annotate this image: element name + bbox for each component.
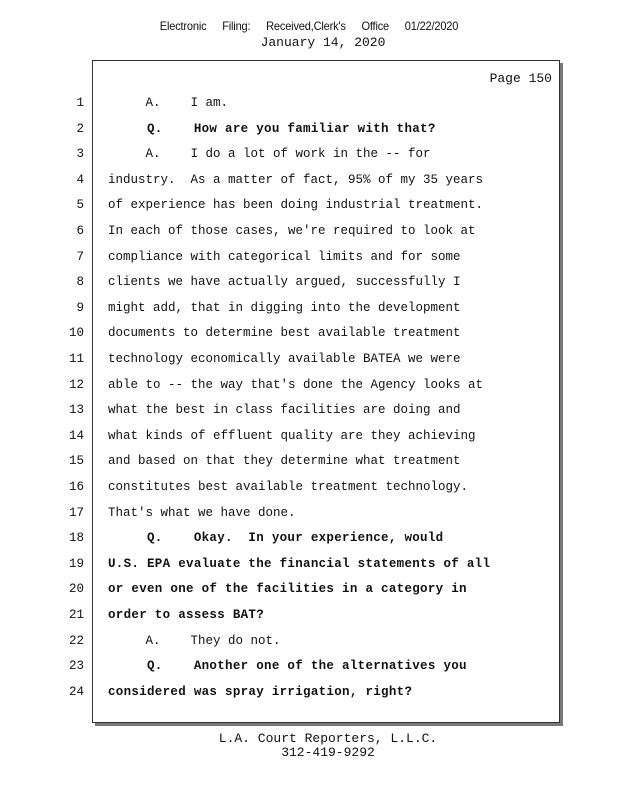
- line-number: 8: [76, 275, 84, 289]
- footer: [0, 732, 618, 760]
- line-text: might add, that in digging into the development: [108, 301, 461, 315]
- line-number: 5: [76, 198, 84, 212]
- line-number: 21: [68, 608, 84, 622]
- line-number: 9: [76, 301, 84, 315]
- transcript-date: January 14, 2020: [260, 35, 386, 50]
- page-number: Page 150: [489, 71, 552, 86]
- line-text: compliance with categorical limits and for some: [108, 250, 461, 264]
- reporter-phone: 312-419-9292: [281, 745, 375, 760]
- filing-stamp-filing: Filing:: [222, 19, 251, 33]
- question-line-text: Q. Another one of the alternatives you: [108, 659, 467, 673]
- line-text: A. They do not.: [108, 634, 281, 648]
- line-number: 12: [68, 378, 84, 392]
- line-number: 14: [68, 429, 84, 443]
- line-text: clients we have actually argued, successfully I: [108, 275, 461, 289]
- line-number: 23: [68, 659, 84, 673]
- filing-stamp-electronic: Electronic: [159, 19, 207, 33]
- filing-stamp-office: Office: [361, 19, 390, 33]
- line-number: 19: [68, 557, 84, 571]
- line-text: A. I do a lot of work in the -- for: [108, 147, 431, 161]
- line-number: 22: [68, 634, 84, 648]
- line-number: 20: [68, 582, 84, 596]
- line-text: A. I am.: [108, 96, 229, 110]
- line-text: In each of those cases, we're required to look at: [108, 224, 476, 238]
- line-number: 10: [68, 326, 84, 340]
- line-number: 18: [68, 531, 84, 545]
- line-text: That's what we have done.: [108, 506, 296, 520]
- line-number: 15: [68, 454, 84, 468]
- line-number: 11: [68, 352, 84, 366]
- line-number: 4: [76, 173, 84, 187]
- line-text: constitutes best available treatment technology.: [108, 480, 469, 494]
- question-line-text: considered was spray irrigation, right?: [108, 685, 413, 699]
- line-number: 17: [68, 506, 84, 520]
- filing-stamp-date: 01/22/2020: [404, 19, 459, 33]
- question-line-text: or even one of the facilities in a category in: [108, 582, 467, 596]
- line-number: 2: [76, 122, 84, 136]
- line-text: industry. As a matter of fact, 95% of my 35 years: [108, 173, 484, 187]
- question-line-text: Q. How are you familiar with that?: [108, 122, 436, 136]
- line-number: 24: [68, 685, 84, 699]
- line-text: documents to determine best available treatment: [108, 326, 461, 340]
- line-text: of experience has been doing industrial treatment.: [108, 198, 484, 212]
- filing-stamp: [25, 19, 594, 33]
- line-text: and based on that they determine what treatment: [108, 454, 461, 468]
- line-number: 13: [68, 403, 84, 417]
- line-text: technology economically available BATEA we were: [108, 352, 461, 366]
- line-number: 16: [68, 480, 84, 494]
- line-text: what the best in class facilities are doing and: [108, 403, 461, 417]
- filing-stamp-received: Received,Clerk's: [266, 19, 346, 33]
- line-number: 6: [76, 224, 84, 238]
- line-text: what kinds of effluent quality are they achieving: [108, 429, 476, 443]
- question-line-text: order to assess BAT?: [108, 608, 265, 622]
- question-line-text: U.S. EPA evaluate the financial statements of all: [108, 557, 491, 571]
- line-number: 3: [76, 147, 84, 161]
- reporter-company: L.A. Court Reporters, L.L.C.: [218, 731, 438, 746]
- line-text: able to -- the way that's done the Agency looks at: [108, 378, 484, 392]
- line-number: 1: [76, 96, 84, 110]
- line-number: 7: [76, 250, 84, 264]
- question-line-text: Q. Okay. In your experience, would: [108, 531, 444, 545]
